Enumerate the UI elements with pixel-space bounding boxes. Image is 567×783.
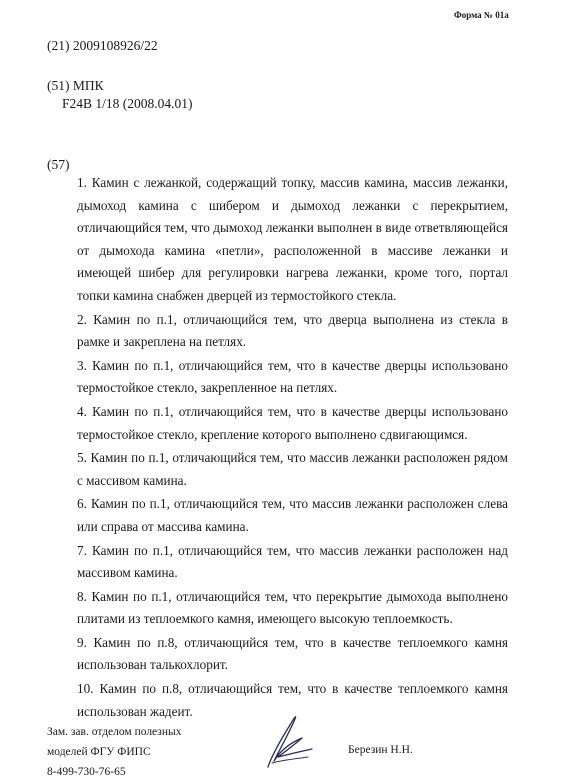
claim-7 — [77, 540, 508, 585]
claim-text: 8. Камин по п.1, отличающийся тем, что перекрытие дымохода выполнено плитами из теплоемкого камня, имеющего высокую теплоемкость. — [77, 588, 508, 627]
ipc-label: (51) МПК — [47, 78, 104, 93]
claim-text: 7. Камин по п.1, отличающийся тем, что массив лежанки расположен над массивом камина. — [77, 542, 508, 581]
handwritten-signature — [250, 705, 320, 775]
official-position-line1: Зам. зав. отделом полезных — [47, 726, 182, 738]
claim-3 — [77, 355, 508, 400]
claim-text: 1. Камин с лежанкой, содержащий топку, массив камина, массив лежанки, дымоход камина с шибером и дымоход лежанки с перекрытием, отличающийся тем, что дымоход лежанки выполнен в виде ответвляющейся от дымохода камина «петли», расположенной в массиве лежанки и имеющей шибер для регулировки нагрева лежанки, кроме того, портал топки камина снабжен дверцей из термостойкого стекла. — [77, 175, 508, 303]
application-number: (21) 2009108926/22 — [47, 38, 158, 53]
claim-text: 10. Камин по п.8, отличающийся тем, что в качестве теплоемкого камня использован жадеит. — [77, 681, 508, 719]
signer-name: Березин Н.Н. — [348, 744, 413, 756]
official-phone: 8-499-730-76-65 — [47, 766, 126, 778]
claim-2 — [77, 309, 508, 354]
claim-text: 3. Камин по п.1, отличающийся тем, что в качестве дверцы использовано термостойкое стекло, закрепленное на петлях. — [77, 357, 508, 396]
ipc-code: F24B 1/18 (2008.04.01) — [62, 96, 193, 111]
abstract-label: (57) — [47, 157, 70, 172]
claim-5 — [77, 447, 508, 492]
form-number: Форма № 01а — [454, 10, 509, 20]
official-position-line2: моделей ФГУ ФИПС — [47, 746, 151, 758]
claim-6 — [77, 493, 508, 538]
claim-4 — [77, 401, 508, 446]
claims-list — [77, 172, 508, 724]
claim-text: 4. Камин по п.1, отличающийся тем, что в качестве дверцы использовано термостойкое стекло, крепление которого выполнено сдвигающимся. — [77, 403, 508, 442]
claim-text: 9. Камин по п.8, отличающийся тем, что в качестве теплоемкого камня использован талькохлорит. — [77, 634, 508, 673]
claim-text: 5. Камин по п.1, отличающийся тем, что массив лежанки расположен рядом с массивом камина. — [77, 450, 508, 488]
claim-text: 2. Камин по п.1, отличающийся тем, что дверца выполнена из стекла в рамке и закреплена на петлях. — [77, 311, 508, 350]
claim-1 — [77, 172, 508, 308]
claim-8 — [77, 586, 508, 631]
footer-official — [47, 722, 181, 782]
claim-9 — [77, 632, 508, 677]
claim-text: 6. Камин по п.1, отличающийся тем, что массив лежанки расположен слева или справа от массива камина. — [77, 496, 508, 534]
